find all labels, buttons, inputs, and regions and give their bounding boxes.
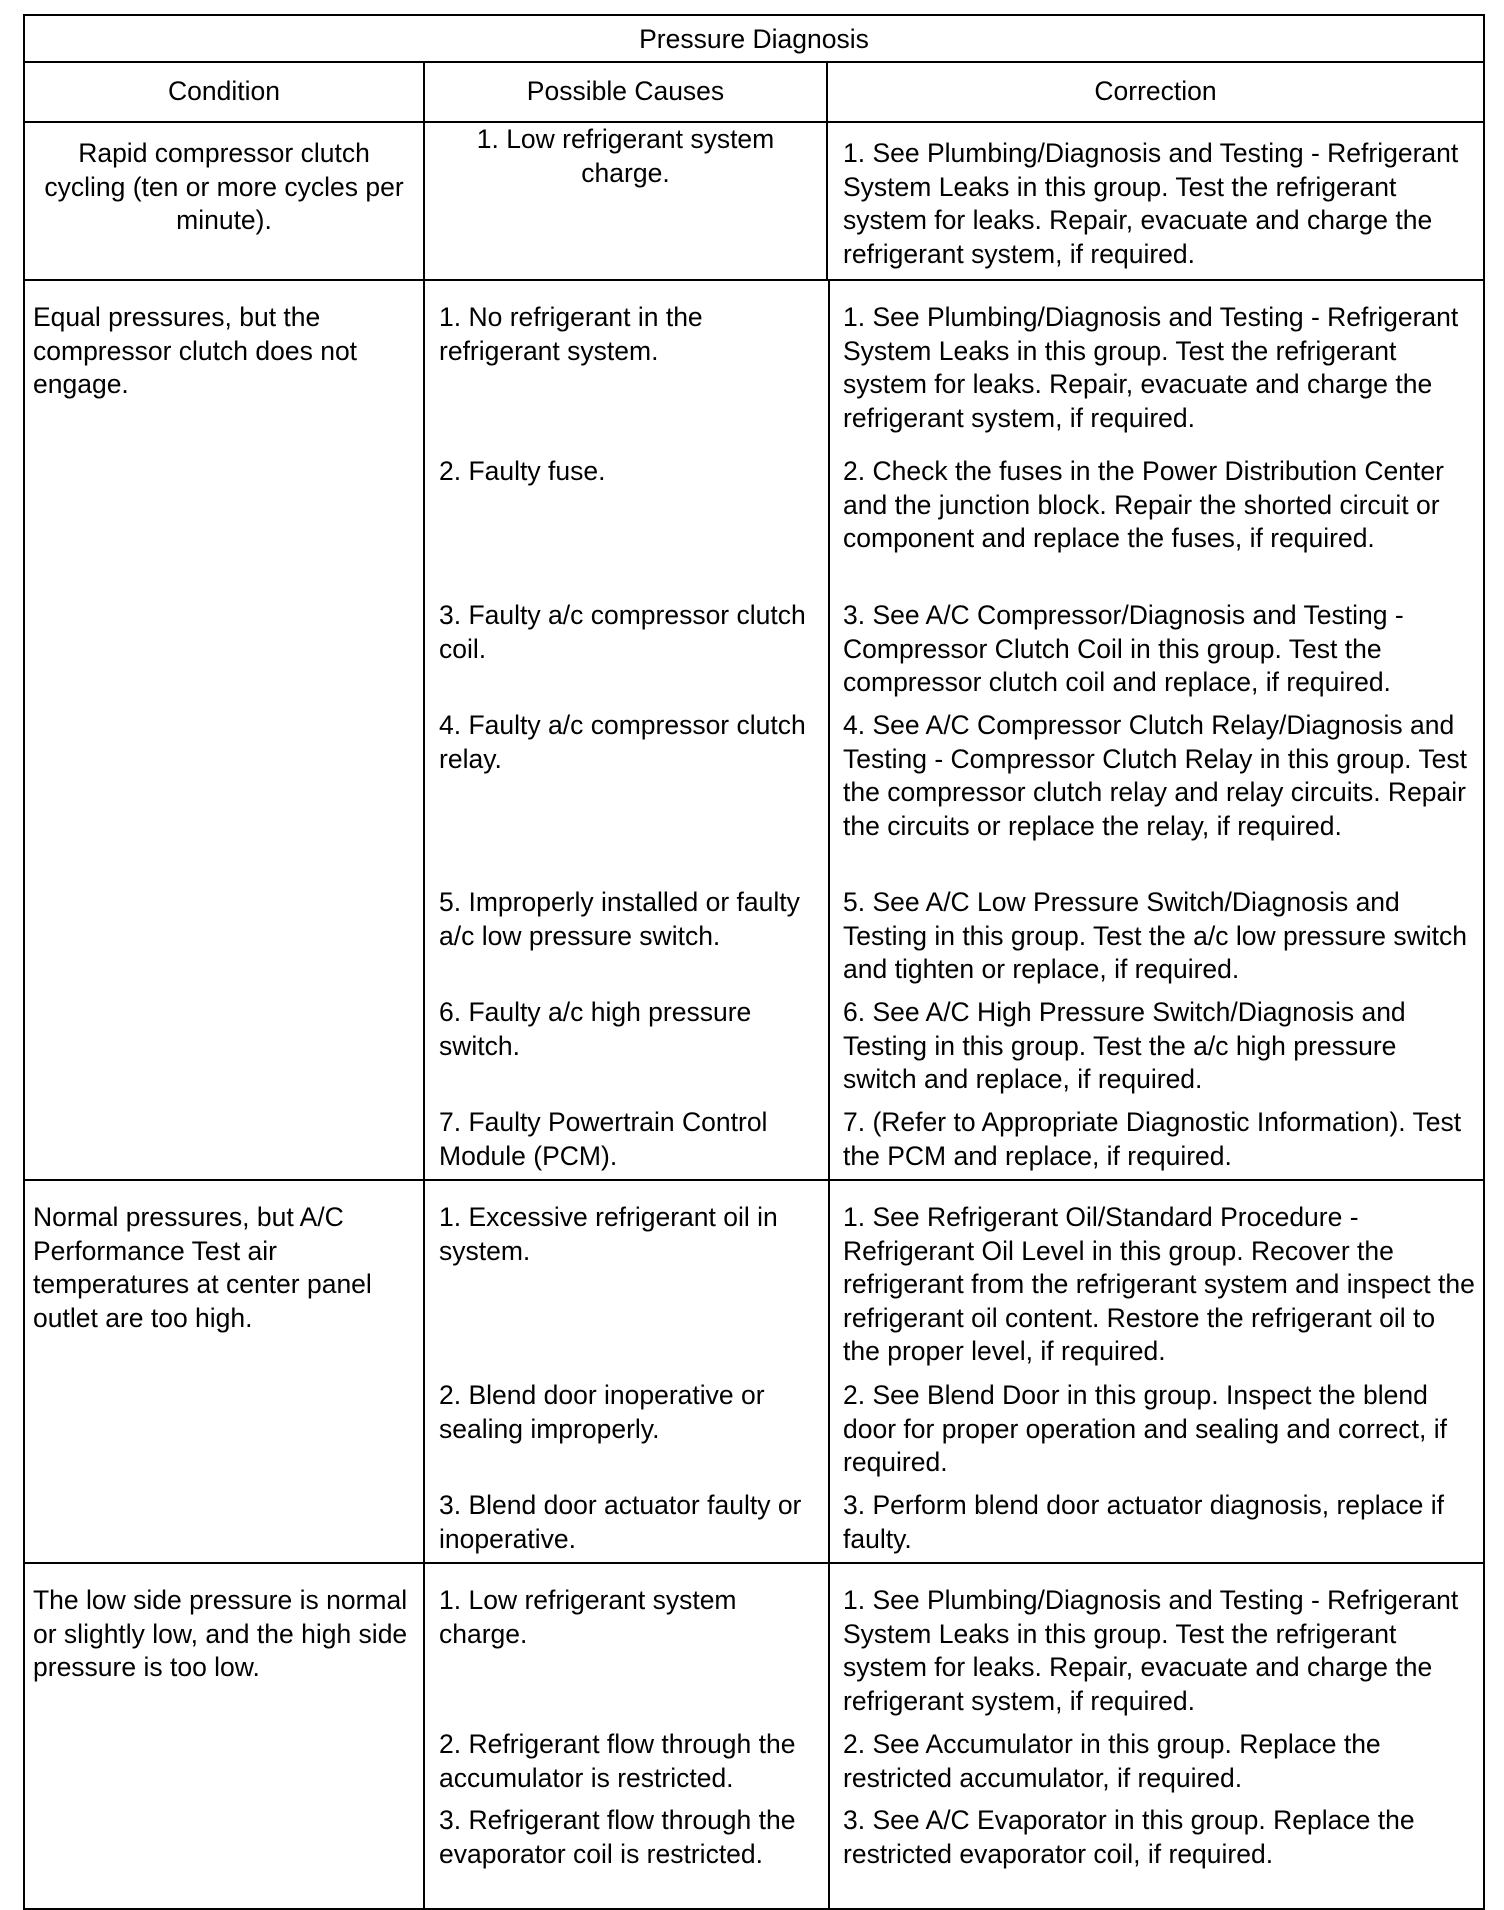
correction-text: 1. See Plumbing/Diagnosis and Testing - Refrigerant System Leaks in this group. Test the refrigerant system for leaks. Repair, evacuate and charge the refrigerant system, if required.: [843, 1585, 1459, 1716]
correction-text: 4. See A/C Compressor Clutch Relay/Diagnosis and Testing - Compressor Clutch Relay in this group. Test the compressor clutch relay and relay circuits. Repair the circuits or replace the relay, if required.: [843, 710, 1467, 841]
header-possible-causes: Possible Causes: [424, 62, 827, 122]
cause-text: 5. Improperly installed or faulty a/c low pressure switch.: [439, 887, 800, 951]
correction-text: 2. See Accumulator in this group. Replace the restricted accumulator, if required.: [843, 1729, 1381, 1793]
cause-correction-pair: [425, 1728, 1483, 1804]
cause-text: 3. Refrigerant flow through the evaporator coil is restricted.: [439, 1805, 796, 1869]
pressure-diagnosis-table: [23, 14, 1485, 1910]
correction-text: 5. See A/C Low Pressure Switch/Diagnosis and Testing in this group. Test the a/c low pressure switch and tighten or replace, if required.: [843, 887, 1468, 984]
cause-correction-pair: [425, 1804, 1483, 1871]
cause-correction-pair: [425, 996, 1483, 1106]
table-row: [24, 1180, 1484, 1563]
cause-text: 4. Faulty a/c compressor clutch relay.: [439, 710, 806, 774]
cause-correction-pair: [425, 599, 1483, 709]
table-title-row: [24, 15, 1484, 62]
table-row: [24, 280, 1484, 1180]
table-title: Pressure Diagnosis: [24, 15, 1484, 62]
cause-text: 6. Faulty a/c high pressure switch.: [439, 997, 752, 1061]
cause-text: 3. Blend door actuator faulty or inoperative.: [439, 1490, 802, 1554]
table-row: [24, 1563, 1484, 1909]
header-condition: Condition: [24, 62, 424, 122]
header-correction: Correction: [827, 62, 1484, 122]
causes-corrections-group: [424, 280, 1484, 1180]
correction-text: 1. See Plumbing/Diagnosis and Testing - Refrigerant System Leaks in this group. Test the refrigerant system for leaks. Repair, evacuate and charge the refrigerant system, if required.: [843, 138, 1459, 269]
column-divider: [828, 280, 830, 1180]
correction-text: 3. See A/C Compressor/Diagnosis and Testing - Compressor Clutch Coil in this group. Test the compressor clutch coil and replace, if required.: [843, 600, 1404, 697]
cause-cell: [424, 122, 827, 280]
cause-correction-pair: [425, 1489, 1483, 1556]
correction-text: 3. Perform blend door actuator diagnosis, replace if faulty.: [843, 1490, 1444, 1554]
condition-cell: [24, 1563, 424, 1909]
cause-text: 2. Refrigerant flow through the accumulator is restricted.: [439, 1729, 796, 1793]
cause-correction-pair: [425, 709, 1483, 886]
cause-correction-pair: [425, 301, 1483, 455]
cause-text: 1. Low refrigerant system charge.: [476, 124, 775, 188]
causes-corrections-group: [424, 1180, 1484, 1563]
table-row: [24, 122, 1484, 280]
cause-text: 2. Blend door inoperative or sealing improperly.: [439, 1380, 765, 1444]
column-divider: [828, 1563, 830, 1909]
correction-cell: [827, 122, 1484, 280]
condition-text: Rapid compressor clutch cycling (ten or more cycles per minute).: [44, 138, 404, 235]
correction-text: 3. See A/C Evaporator in this group. Replace the restricted evaporator coil, if required.: [843, 1805, 1415, 1869]
cause-correction-pair: [425, 1106, 1483, 1173]
cause-text: 3. Faulty a/c compressor clutch coil.: [439, 600, 806, 664]
correction-text: 7. (Refer to Appropriate Diagnostic Information). Test the PCM and replace, if required.: [843, 1107, 1462, 1171]
condition-text: Equal pressures, but the compressor clutch does not engage.: [33, 302, 358, 399]
cause-correction-pair: [425, 886, 1483, 996]
cause-text: 1. No refrigerant in the refrigerant system.: [439, 302, 703, 366]
correction-text: 1. See Plumbing/Diagnosis and Testing - Refrigerant System Leaks in this group. Test the refrigerant system for leaks. Repair, evacuate and charge the refrigerant system, if required.: [843, 302, 1459, 433]
cause-correction-pair: [425, 455, 1483, 599]
cause-correction-pair: [425, 1379, 1483, 1489]
cause-correction-pair: [425, 1584, 1483, 1728]
correction-text: 6. See A/C High Pressure Switch/Diagnosis and Testing in this group. Test the a/c high pressure switch and replace, if required.: [843, 997, 1406, 1094]
condition-cell: [24, 122, 424, 280]
table-header-row: [24, 62, 1484, 122]
cause-text: 7. Faulty Powertrain Control Module (PCM).: [439, 1107, 768, 1171]
condition-text: Normal pressures, but A/C Performance Test air temperatures at center panel outlet are too high.: [33, 1202, 372, 1333]
condition-text: The low side pressure is normal or slightly low, and the high side pressure is too low.: [33, 1585, 408, 1682]
condition-cell: [24, 280, 424, 1180]
condition-cell: [24, 1180, 424, 1563]
cause-text: 1. Excessive refrigerant oil in system.: [439, 1202, 778, 1266]
correction-text: 2. Check the fuses in the Power Distribution Center and the junction block. Repair the shorted circuit or component and replace the fuses, if required.: [843, 456, 1444, 553]
correction-text: 2. See Blend Door in this group. Inspect the blend door for proper operation and sealing and correct, if required.: [843, 1380, 1447, 1477]
column-divider: [828, 1180, 830, 1563]
cause-text: 1. Low refrigerant system charge.: [439, 1585, 737, 1649]
correction-text: 1. See Refrigerant Oil/Standard Procedure - Refrigerant Oil Level in this group. Recover the refrigerant from the refrigerant system and inspect the refrigerant oil content. Restore the refrigerant oil to the proper level, if required.: [843, 1202, 1475, 1366]
causes-corrections-group: [424, 1563, 1484, 1909]
cause-text: 2. Faulty fuse.: [439, 456, 606, 486]
cause-correction-pair: [425, 1201, 1483, 1379]
